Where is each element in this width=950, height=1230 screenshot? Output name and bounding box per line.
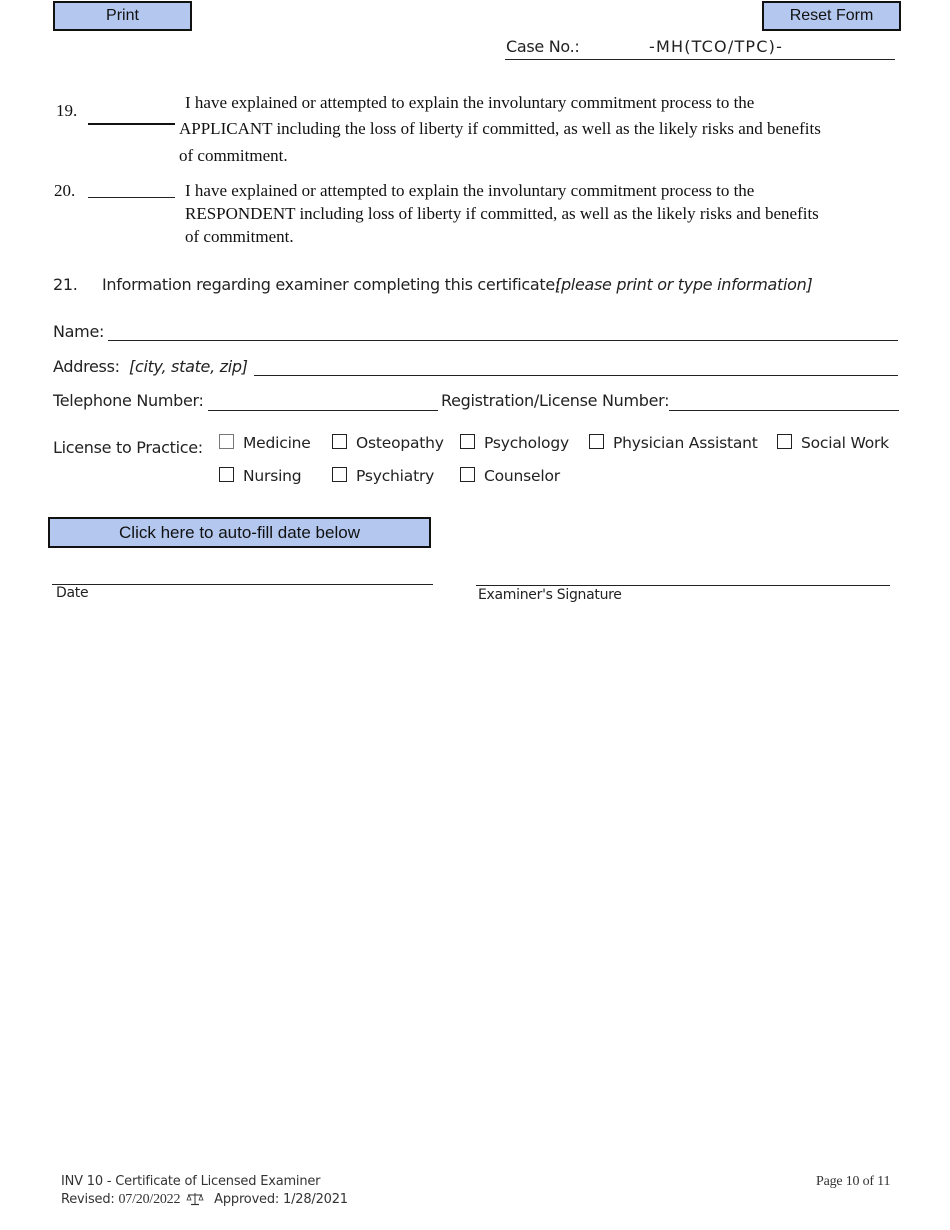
item-20-number: 20. [54, 181, 76, 200]
address-input[interactable] [254, 353, 898, 375]
name-input[interactable] [108, 318, 898, 340]
license-option-nursing[interactable] [219, 467, 301, 485]
page-number: Page 10 of 11 [816, 1174, 891, 1189]
telephone-underline [208, 410, 438, 411]
telephone-input[interactable] [208, 388, 438, 410]
case-number-field[interactable] [590, 37, 645, 59]
license-label: License to Practice: [53, 438, 203, 457]
footer-revised [61, 1192, 348, 1208]
date-underline [52, 584, 433, 585]
license-option-counselor[interactable] [460, 467, 560, 485]
date-label: Date [56, 585, 89, 601]
registration-input[interactable] [669, 388, 899, 410]
name-label: Name: [53, 322, 105, 341]
checkbox-osteopathy[interactable] [332, 434, 347, 449]
item-20-text-line1: I have explained or attempted to explain the involuntary commitment process to the [185, 181, 755, 200]
item-19-text-line1: I have explained or attempted to explain the involuntary commitment process to the [185, 93, 755, 112]
case-number-suffix: -MH(TCO/TPC)- [649, 37, 784, 56]
option-label: Social Work [801, 434, 889, 452]
checkbox-social-work[interactable] [777, 434, 792, 449]
approved-text: Approved: 1/28/2021 [214, 1192, 348, 1207]
option-label: Nursing [243, 467, 302, 485]
checkbox-nursing[interactable] [219, 467, 234, 482]
option-label: Physician Assistant [613, 434, 758, 452]
name-underline [108, 340, 898, 341]
checkbox-physician-assistant[interactable] [589, 434, 604, 449]
license-option-social-work[interactable] [777, 434, 889, 452]
scales-of-justice-icon [186, 1192, 204, 1206]
option-label: Medicine [243, 434, 311, 452]
license-option-physician-assistant[interactable] [589, 434, 758, 452]
footer-form-title: INV 10 - Certificate of Licensed Examiner [61, 1174, 321, 1189]
section-21-text: Information regarding examiner completing this certificate: [102, 275, 560, 294]
date-input[interactable] [52, 562, 433, 584]
item-20-text-line2: RESPONDENT including loss of liberty if committed, as well as the likely risks and benefits [185, 204, 819, 223]
item-20-initials-line [88, 197, 175, 198]
section-21-hint: [please print or type information] [555, 275, 813, 294]
print-button[interactable]: Print [53, 1, 192, 31]
telephone-label: Telephone Number: [53, 391, 204, 410]
checkbox-psychiatry[interactable] [332, 467, 347, 482]
signature-line [476, 585, 890, 586]
section-21-number: 21. [53, 275, 78, 294]
revised-label: Revised: [61, 1192, 115, 1207]
checkbox-medicine[interactable] [219, 434, 234, 449]
license-option-medicine[interactable] [219, 434, 311, 452]
license-option-psychology[interactable] [460, 434, 569, 452]
signature-label: Examiner's Signature [478, 587, 622, 603]
checkbox-counselor[interactable] [460, 467, 475, 482]
address-label: Address: [53, 357, 120, 376]
option-label: Psychology [484, 434, 569, 452]
reset-form-button[interactable]: Reset Form [762, 1, 901, 31]
item-19-initials-line [88, 123, 175, 125]
option-label: Psychiatry [356, 467, 435, 485]
item-20-initials-field[interactable] [88, 176, 175, 198]
item-20-text-line3: of commitment. [185, 227, 294, 246]
license-option-osteopathy[interactable] [332, 434, 444, 452]
item-19-number: 19. [56, 101, 78, 120]
autofill-date-button[interactable]: Click here to auto-fill date below [48, 517, 431, 548]
option-label: Osteopathy [356, 434, 444, 452]
item-19-text-line3: of commitment. [179, 146, 288, 165]
address-underline [254, 375, 898, 376]
checkbox-psychology[interactable] [460, 434, 475, 449]
option-label: Counselor [484, 467, 560, 485]
item-19-initials-field[interactable] [88, 100, 175, 124]
item-19-text-line2: APPLICANT including the loss of liberty if committed, as well as the likely risks and benefits [179, 119, 821, 138]
case-number-label: Case No.: [506, 37, 580, 56]
address-hint: [city, state, zip] [129, 357, 248, 376]
license-option-psychiatry[interactable] [332, 467, 434, 485]
case-number-underline [505, 59, 895, 60]
registration-underline [669, 410, 899, 411]
revised-date: 07/20/2022 [118, 1192, 181, 1207]
registration-label: Registration/License Number: [441, 391, 670, 410]
